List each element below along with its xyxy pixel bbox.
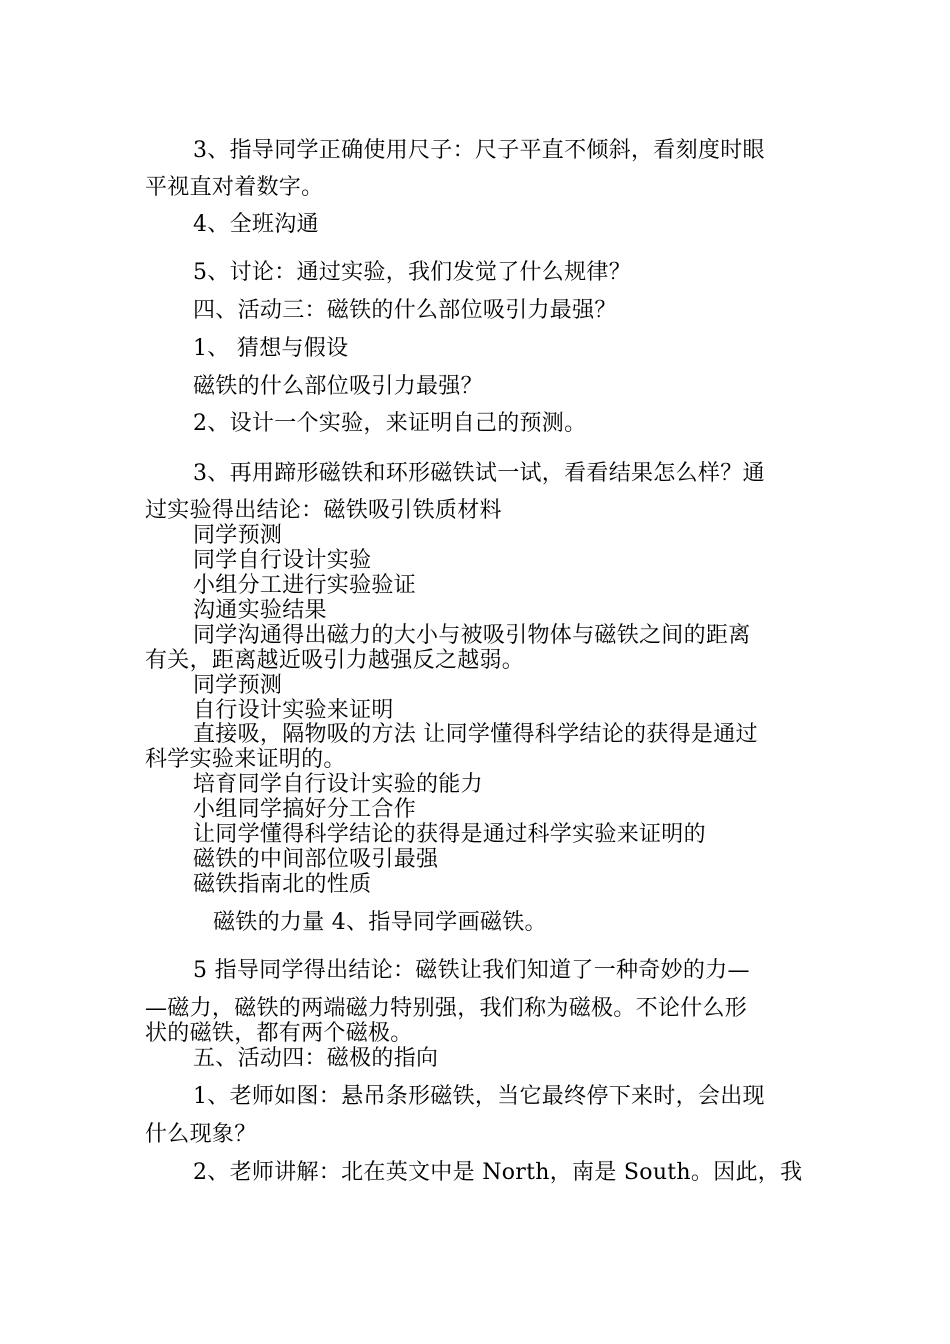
paragraph-line: 让同学懂得科学结论的获得是通过科学实验来证明的 bbox=[193, 822, 706, 847]
paragraph-line: 5、讨论：通过实验，我们发觉了什么规律？ bbox=[193, 260, 631, 285]
paragraph-line: 沟通实验结果 bbox=[193, 598, 327, 623]
paragraph-line: 小组同学搞好分工合作 bbox=[193, 797, 417, 822]
paragraph-line: 同学沟通得出磁力的大小与被吸引物体与磁铁之间的距离 bbox=[193, 623, 751, 648]
paragraph-line: 1、老师如图：悬吊条形磁铁，当它最终停下来时，会出现 bbox=[193, 1084, 765, 1109]
paragraph-line: 磁铁指南北的性质 bbox=[193, 872, 372, 897]
paragraph-line: 过实验得出结论：磁铁吸引铁质材料 bbox=[145, 498, 502, 523]
paragraph-line: 磁铁的中间部位吸引最强 bbox=[193, 847, 439, 872]
paragraph-line: 磁铁的力量 4、指导同学画磁铁。 bbox=[213, 910, 547, 935]
paragraph-line: 状的磁铁，都有两个磁极。 bbox=[145, 1021, 413, 1046]
paragraph-line: 5 指导同学得出结论：磁铁让我们知道了一种奇妙的力— bbox=[193, 958, 750, 983]
section-heading: 四、活动三：磁铁的什么部位吸引力最强？ bbox=[193, 298, 617, 323]
paragraph-line: 同学自行设计实验 bbox=[193, 548, 372, 573]
paragraph-line: 2、设计一个实验，来证明自己的预测。 bbox=[193, 411, 587, 436]
paragraph-line: —磁力，磁铁的两端磁力特别强，我们称为磁极。不论什么形 bbox=[145, 996, 748, 1021]
paragraph-line: 有关，距离越近吸引力越强反之越弱。 bbox=[145, 648, 525, 673]
paragraph-line: 小组分工进行实验验证 bbox=[193, 573, 417, 598]
section-heading: 五、活动四：磁极的指向 bbox=[193, 1046, 439, 1071]
paragraph-line: 培育同学自行设计实验的能力 bbox=[193, 772, 483, 797]
paragraph-line: 自行设计实验来证明 bbox=[193, 698, 394, 723]
paragraph-line: 科学实验来证明的。 bbox=[145, 747, 346, 772]
paragraph-line: 3、指导同学正确使用尺子：尺子平直不倾斜，看刻度时眼 bbox=[193, 138, 765, 163]
paragraph-line: 3、再用蹄形磁铁和环形磁铁试一试，看看结果怎么样？通 bbox=[193, 461, 765, 486]
paragraph-line: 2、老师讲解：北在英文中是 North，南是 South。因此，我 bbox=[193, 1160, 803, 1185]
paragraph-line: 4、全班沟通 bbox=[193, 212, 319, 237]
paragraph-line: 直接吸，隔物吸的方法 让同学懂得科学结论的获得是通过 bbox=[193, 722, 758, 747]
paragraph-line: 同学预测 bbox=[193, 673, 283, 698]
paragraph-line: 1、 猜想与假设 bbox=[193, 336, 349, 361]
paragraph-line: 平视直对着数字。 bbox=[145, 175, 324, 200]
paragraph-line: 同学预测 bbox=[193, 523, 283, 548]
paragraph-line: 磁铁的什么部位吸引力最强？ bbox=[193, 374, 483, 399]
paragraph-line: 什么现象？ bbox=[145, 1122, 257, 1147]
